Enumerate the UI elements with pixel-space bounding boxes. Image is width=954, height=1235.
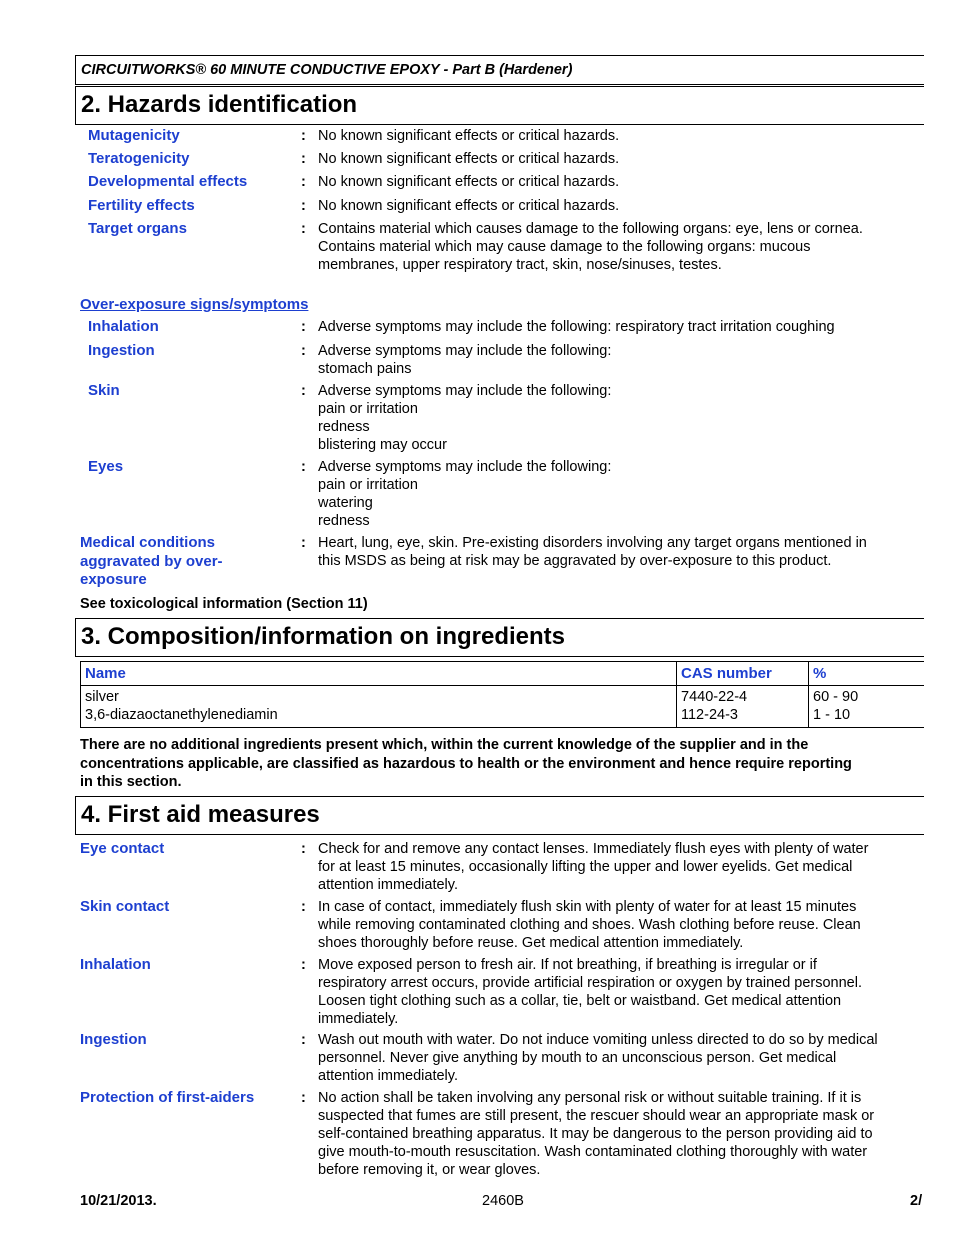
separator: : [301,535,306,551]
value-line: this MSDS as being at risk may be aggravated by over-exposure to this product. [318,553,832,569]
first-aid-label: Protection of first-aiders [80,1089,255,1106]
section-2-heading [75,86,924,125]
value-line: pain or irritation [318,401,418,417]
hazard-value [318,150,928,168]
value-line: Adverse symptoms may include the following: [318,459,612,475]
value-line: Move exposed person to fresh air. If not breathing, if breathing is irregular or if [318,957,817,973]
value-line: redness [318,419,370,435]
value-line: Contains material which causes damage to the following organs: eye, lens or cornea. [318,221,863,237]
separator: : [301,841,306,857]
first-aid-value [318,1031,928,1085]
hazard-label: Teratogenicity [88,150,190,167]
value-line: redness [318,513,370,529]
column-header-name: Name [81,662,677,686]
cas-number: 7440-22-4 [681,689,748,705]
value-line: No known significant effects or critical hazards. [318,151,620,167]
value-line: immediately. [318,1011,399,1027]
percent-value: 60 - 90 [813,689,859,705]
value-line: pain or irritation [318,477,418,493]
first-aid-label: Inhalation [80,956,151,973]
hazard-label: Developmental effects [88,173,248,190]
value-line: give mouth-to-mouth resuscitation. Wash contaminated clothing thoroughly with water [318,1144,868,1160]
section-4-title: 4. First aid measures [81,801,320,828]
hazard-label: Fertility effects [88,197,195,214]
value-line: No action shall be taken involving any personal risk or without suitable training. If it is [318,1090,862,1106]
value-line: before removing it, or wear gloves. [318,1162,541,1178]
overexposure-heading[interactable]: Over-exposure signs/symptoms [80,296,309,313]
first-aid-label: Ingestion [80,1031,147,1048]
ingredients-note [80,736,852,792]
column-header-cas: CAS number [677,662,809,686]
ingredient-name: 3,6-diazaoctanethylenediamin [85,707,278,723]
symptom-value [318,382,928,454]
first-aid-value [318,956,928,1028]
symptom-label: Skin [88,382,120,399]
value-line: suspected that fumes are still present, the rescuer should wear an appropriate mask or [318,1108,875,1124]
value-line: for at least 15 minutes, occasionally lifting the upper and lower eyelids. Get medical [318,859,853,875]
first-aid-value [318,898,928,952]
label-line: aggravated by over- [80,552,223,570]
percent-value: 1 - 10 [813,707,851,723]
separator: : [301,1090,306,1106]
value-line: Loosen tight clothing such as a collar, tie, belt or waistband. Get medical attention [318,993,842,1009]
value-line: personnel. Never give anything by mouth to an unconscious person. Get medical [318,1050,837,1066]
ingredient-cas [677,686,809,728]
separator: : [301,1032,306,1048]
separator: : [301,221,306,237]
table-row [81,686,925,728]
hazard-label: Mutagenicity [88,127,180,144]
first-aid-value [318,840,928,894]
hazard-value [318,220,928,274]
separator: : [301,128,306,144]
separator: : [301,343,306,359]
symptom-value [318,342,928,378]
value-line: while removing contaminated clothing and shoes. Wash clothing before reuse. Clean [318,917,861,933]
hazard-label: Target organs [88,220,187,237]
value-line: attention immediately. [318,1068,458,1084]
footer-date: 10/21/2013. [80,1193,157,1209]
separator: : [301,383,306,399]
value-line: Adverse symptoms may include the following: respiratory tract irritation coughing [318,319,835,335]
note-line: concentrations applicable, are classified as hazardous to health or the environment and hence require reporting [80,755,852,772]
value-line: self-contained breathing apparatus. It may be dangerous to the person providing aid to [318,1126,873,1142]
separator: : [301,174,306,190]
document-header [75,55,924,85]
note-line: in this section. [80,774,182,790]
ingredient-names [81,686,677,728]
value-line: respiratory arrest occurs, provide artificial respiration or oxygen by trained personnel. [318,975,862,991]
footer-page-number: 2/ [910,1193,923,1209]
label-line: Medical conditions [80,534,216,551]
symptom-value [318,458,928,530]
value-line: Check for and remove any contact lenses. Immediately flush eyes with plenty of water [318,841,869,857]
section-2-title: 2. Hazards identification [81,91,358,118]
separator: : [301,957,306,973]
first-aid-label: Eye contact [80,840,165,857]
separator: : [301,151,306,167]
label-line: exposure [80,571,147,588]
value-line: stomach pains [318,361,412,377]
value-line: attention immediately. [318,877,458,893]
value-line: No known significant effects or critical hazards. [318,174,620,190]
medical-conditions-label [80,534,223,590]
value-line: Adverse symptoms may include the following: [318,343,612,359]
ingredient-name: silver [85,689,119,705]
value-line: No known significant effects or critical hazards. [318,128,620,144]
see-toxicological-note: See toxicological information (Section 11) [80,596,368,612]
value-line: Wash out mouth with water. Do not induce vomiting unless directed to do so by medical [318,1032,878,1048]
symptom-value [318,318,928,336]
value-line: watering [318,495,373,511]
cas-number: 112-24-3 [681,707,738,723]
value-line: shoes thoroughly before reuse. Get medical attention immediately. [318,935,744,951]
symptom-label: Inhalation [88,318,159,335]
value-line: Adverse symptoms may include the following: [318,383,612,399]
column-header-percent: % [809,662,925,686]
symptom-label: Eyes [88,458,124,475]
section-3-title: 3. Composition/information on ingredients [81,623,565,650]
separator: : [301,459,306,475]
hazard-value [318,127,928,145]
ingredient-percent [809,686,925,728]
value-line: blistering may occur [318,437,447,453]
separator: : [301,198,306,214]
table-header-row [81,662,925,686]
separator: : [301,319,306,335]
section-4-heading [75,796,924,835]
ingredients-table [80,661,924,728]
value-line: Heart, lung, eye, skin. Pre-existing disorders involving any target organs mentioned in [318,535,867,551]
value-line: membranes, upper respiratory tract, skin, nose/sinuses, testes. [318,257,722,273]
value-line: Contains material which may cause damage to the following organs: mucous [318,239,811,255]
value-line: In case of contact, immediately flush skin with plenty of water for at least 15 minutes [318,899,857,915]
separator: : [301,899,306,915]
section-3-heading [75,618,924,657]
footer-code: 2460B [482,1193,524,1209]
first-aid-label: Skin contact [80,898,170,915]
hazard-value [318,197,928,215]
symptom-label: Ingestion [88,342,155,359]
first-aid-value [318,1089,928,1179]
note-line: There are no additional ingredients present which, within the current knowledge of the supplier and in the [80,737,809,753]
medical-conditions-value [318,534,928,570]
value-line: No known significant effects or critical hazards. [318,198,620,214]
hazard-value [318,173,928,191]
document-title: CIRCUITWORKS® 60 MINUTE CONDUCTIVE EPOXY - Part B (Hardener) [81,62,573,78]
